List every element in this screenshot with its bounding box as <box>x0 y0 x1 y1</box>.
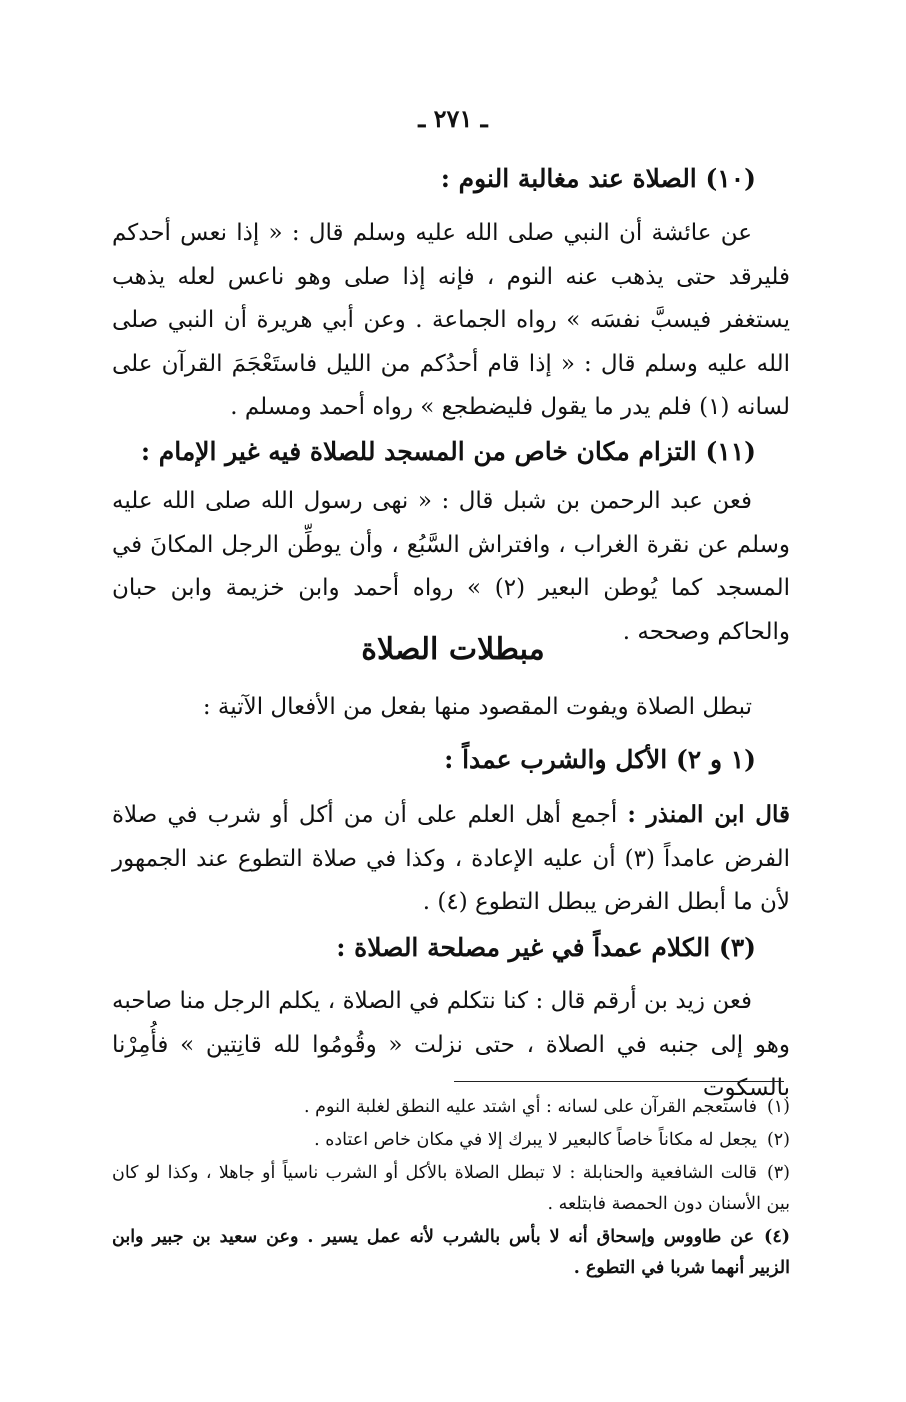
section-10-text: عن عائشة أن النبي صلى الله عليه وسلم قال : « إذا نعس أحدكم فليرقد حتى يذهب عنه النوم ، فإنه إذا صلى وهو ناعس لعله يذهب يستغفر فيسبَّ نفسَه » رواه الجماعة . وعن أبي هريرة أن النبي صلى الله عليه وسلم قال : « إذا قام أحدُكم من الليل فاستَعْجَمَ القرآن على لسانه (١) فلم يدر ما يقول فليضطجع » رواه أحمد ومسلم . <box>112 220 790 420</box>
footnote-4-number: (٤) <box>764 1227 790 1247</box>
section-heading-1-2: (١ و ٢) الأكل والشرب عمداً : <box>444 745 756 774</box>
page-number: ـ ٢٧١ ـ <box>418 104 488 133</box>
chapter-title: مبطلات الصلاة <box>361 632 545 667</box>
section-3-body <box>112 980 790 1111</box>
footnote-2-number: (٢) <box>766 1130 790 1150</box>
footnote-divider <box>454 1081 784 1082</box>
footnote-3-number: (٣) <box>766 1163 790 1183</box>
section-heading-10: (١٠) الصلاة عند مغالبة النوم : <box>440 164 756 193</box>
section-1-2-lead: قال ابن المنذر : <box>627 801 790 828</box>
footnote-3 <box>112 1158 790 1220</box>
section-1-2-paragraph <box>112 793 790 925</box>
section-1-2-body <box>112 793 790 925</box>
footnote-1-number: (١) <box>766 1097 790 1117</box>
footnote-2-text: يجعل له مكاناً خاصاً كالبعير لا يبرك إلا في مكان خاص اعتاده . <box>314 1130 757 1150</box>
chapter-intro-block <box>112 686 790 730</box>
footnote-4-text: عن طاووس وإسحاق أنه لا بأس بالشرب لأنه عمل يسير . وعن سعيد بن جبير وابن الزبير أنهما شربا في التطوع . <box>112 1227 790 1278</box>
section-3-paragraph <box>112 980 790 1111</box>
section-1-2-text: أجمع أهل العلم على أن من أكل أو شرب في صلاة الفرض عامداً (٣) أن عليه الإعادة ، وكذا في صلاة التطوع عند الجمهور لأن ما أبطل الفرض يبطل التطوع (٤) . <box>112 802 790 915</box>
section-11-text: فعن عبد الرحمن بن شبل قال : « نهى رسول الله صلى الله عليه وسلم عن نقرة الغراب ، وافتراش السَّبُع ، وأن يوطِّن الرجل المكانَ في المسجد كما يُوطن البعير (٢) » رواه أحمد وابن خزيمة وابن حبان والحاكم وصححه . <box>112 488 790 645</box>
footnote-3-text: قالت الشافعية والحنابلة : لا تبطل الصلاة بالأكل أو الشرب ناسياً أو جاهلا ، وكذا لو كان بين الأسنان دون الحمصة فابتلعه . <box>112 1163 790 1214</box>
section-heading-3: (٣) الكلام عمداً في غير مصلحة الصلاة : <box>336 933 756 962</box>
chapter-intro <box>112 686 790 730</box>
section-11-body <box>112 480 790 654</box>
footnote-1 <box>112 1092 790 1123</box>
section-10-body <box>112 212 790 430</box>
footnotes <box>112 1092 790 1286</box>
section-11-paragraph <box>112 480 790 654</box>
section-3-text: فعن زيد بن أرقم قال : كنا نتكلم في الصلاة ، يكلم الرجل منا صاحبه وهو إلى جنبه في الصلاة ، حتى نزلت « وقُومُوا لله قانِتين » فأُمِرْنا بالسكوت <box>112 988 790 1101</box>
footnote-1-text: فاستعجم القرآن على لسانه : أي اشتد عليه النطق لغلبة النوم . <box>304 1097 757 1117</box>
footnote-4 <box>112 1222 790 1284</box>
section-heading-11: (١١) التزام مكان خاص من المسجد للصلاة فيه غير الإمام : <box>140 437 756 466</box>
footnote-2 <box>112 1125 790 1156</box>
section-10-paragraph <box>112 212 790 430</box>
chapter-intro-text: تبطل الصلاة ويفوت المقصود منها بفعل من الأفعال الآتية : <box>202 694 752 720</box>
